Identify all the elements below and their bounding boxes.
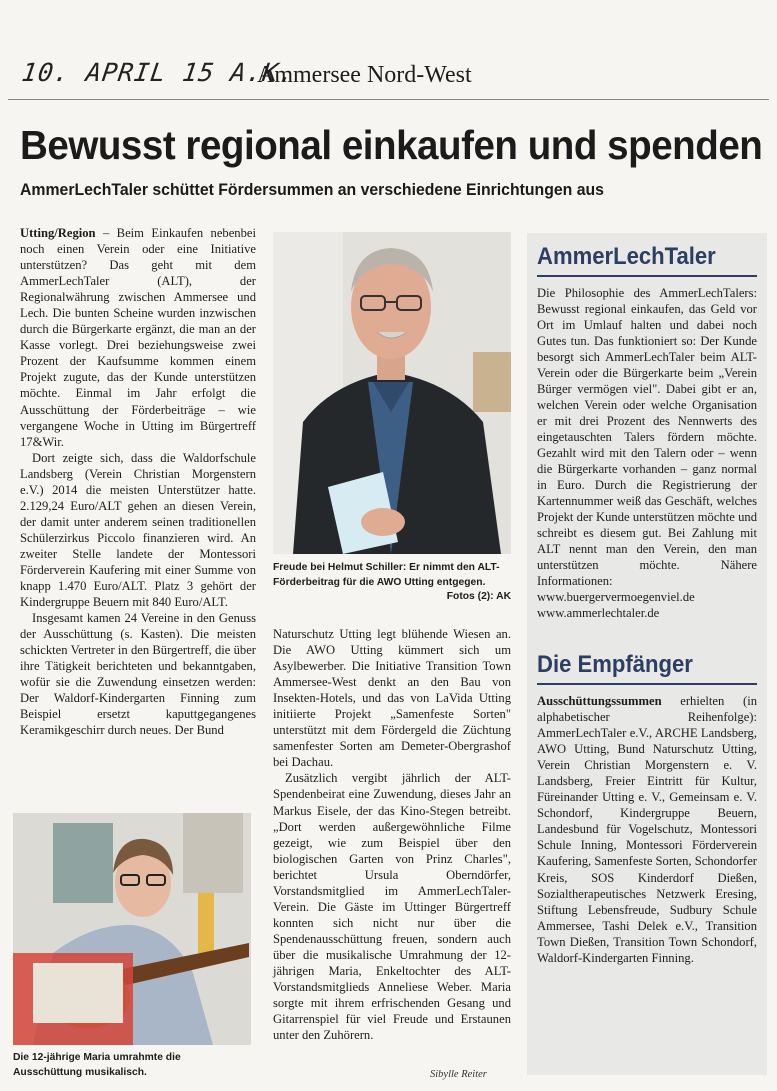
handwritten-date-note: 10. APRIL 15 A.K. bbox=[19, 58, 297, 87]
photo-maria-guitar bbox=[13, 813, 251, 1045]
article-column-1 bbox=[20, 225, 256, 739]
website-link[interactable]: www.buergervermoegenviel.de bbox=[537, 590, 695, 605]
header-divider bbox=[8, 99, 769, 100]
info-box-title: AmmerLechTaler bbox=[537, 243, 716, 270]
photo-caption-1: Freude bei Helmut Schiller: Er nimmt den ALT-Förderbeitrag für die AWO Utting entgegen. Fotos (2): AK bbox=[273, 561, 511, 605]
article-paragraph: Naturschutz Utting legt blühende Wiesen an. Die AWO Utting kümmert sich um Asylbewerber. Die Initiative Transition Town Ammersee-West denkt an den Bau von Insekten-Hotels, und das von LaVida Utting initiierte Projekt „Samenfeste Sorten" unterstützt mit dem Fördergeld die Züchtung samenfester Sorten am Demeter-Obergrashof bei Dachau. bbox=[273, 627, 511, 770]
article-subhead: AmmerLechTaler schüttet Fördersummen an verschiedene Einrichtungen aus bbox=[20, 180, 604, 199]
info-box bbox=[527, 233, 767, 1075]
website-link[interactable]: www.ammerlechtaler.de bbox=[537, 606, 660, 621]
recipients-text: Ausschüttungssummen erhielten (in alphabetischer Reihenfolge): AmmerLechTaler e.V., ARCHE Landsberg, AWO Utting, Bund Naturschutz Utting, Verein Christian Morgenstern e. V. Landsberg, Freier Eintritt für Kultur, Füreinander Utting e. V., Gemeinsam e. V. Schondorf, Kindergruppe Beuern, Landesbund für Vogelschutz, Montessori Schule Inning, Montessori Förderverein Kaufering, Samenfeste Sorten, Schondorfer Kreis, SOS Kinderdorf Dießen, Sozialtherapeutisches Netzwerk Eresing, Stiftung Lebensfreude, Sudbury Schule Ammersee, Tashi Delek e.V., Transition Town Dießen, Transition Town Schondorf, Waldorf-Kindergarten Finning. bbox=[537, 693, 757, 965]
author-signature: Sibylle Reiter bbox=[430, 1069, 487, 1080]
dateline: Utting/Region bbox=[20, 226, 96, 240]
article-paragraph: Zusätzlich vergibt jährlich der ALT-Spendenbeirat eine Zuwendung, dieses Jahr an Markus Eisele, der das Kino-Stegen betreibt. „Dort werden außergewöhnliche Filme gezeigt, wie zum Beispiel über den biologischen Garten von Prinz Charles", berichtet Ursula Oberndörfer, Vorstandsmitglied im AmmerLechTaler-Verein. Die Gäste im Uttinger Bürgertreff konnten sich nicht nur über die Spendenausschüttung freuen, sondern auch über die musikalische Umrahmung der 12-jährigen Maria, Enkeltochter des ALT-Vorstandsmitglieds Anneliese Weber. Maria sorgte mit ihrem erfrischenden Gesang und Gitarrenspiel für viel Freude und Erstaunen unter den Zuhörern. bbox=[273, 771, 511, 1043]
recipients-title: Die Empfänger bbox=[537, 651, 693, 679]
article-paragraph: Insgesamt kamen 24 Vereine in den Genuss der Ausschüttung (s. Kasten). Die meisten schickten Vertreter in den Bürgertreff, die über ihre Tätigkeit berichteten und bekanntgaben, wofür sie die Zuwendung einsetzen werden: Der Waldorf-Kindergarten Finning zum Beispiel ersetzt kaputtgegangenes Keramikgeschirr durch neues. Der Bund bbox=[20, 611, 256, 738]
article-paragraph: Utting/Region – Beim Einkaufen nebenbei noch einen Verein oder eine Initiative unterstützen? Das geht mit dem AmmerLechTaler (ALT), der Regionalwährung zwischen Ammersee und Lech. Die bunten Scheine wurden inzwischen durch die Bürgerkarte ergänzt, die man an der Kasse vorlegt. Drei beziehungsweise zwei Prozent der Kaufsumme kommen einem Projekt zugute, das der Kunde unterstützen möchte. Einmal im Jahr erfolgt die Ausschüttung der Förderbeiträge – wie vergangene Woche in Utting im Bürgertreff 17&Wir. bbox=[20, 226, 256, 449]
article-column-2 bbox=[273, 626, 511, 1043]
portrait-illustration bbox=[273, 232, 511, 554]
info-box-text: Die Philosophie des AmmerLechTalers: Bewusst regional einkaufen, das Geld vor Ort im Umlauf halten und dabei noch Gutes tun. Das funktioniert so: Der Kunde besorgt sich AmmerLechTaler beim ALT-Verein oder die Bürgerkarte beim „Verein Bürger vermögen viel". Dabei gibt er an, welchen Verein oder welche Organisation er mit drei Prozent des Nennwerts des eingetauschten Talers fördern möchte. Gezahlt wird mit den Talern oder – wenn die Bürgerkarte vorhanden – ganz normal in Euro. Durch die Registrierung der Kartennummer weiß das Geschäft, welches Projekt der Kunde unterstützen möchte und schreibt es diesem gut. Bei Zahlung mit ALT nennt man den Verein, den man unterstützen möchte. Nähere Informationen: www.buergervermoegenviel.de www.ammerlechtaler.de bbox=[537, 285, 757, 621]
recipients-divider bbox=[537, 683, 757, 685]
info-box-divider bbox=[537, 275, 757, 277]
article-paragraph: Dort zeigte sich, dass die Waldorfschule Landsberg (Verein Christian Morgenstern e.V.) 2014 die meisten Unterstützer hatte. 2.129,24 Euro/ALT gehen an diesen Verein, der damit unter anderem seinen traditionellen Schülerzirkus Piccolo finanzieren wird. An zweiter Stelle landete der Montessori Förderverein Kaufering mit einer Summe von knapp 1.470 Euro/ALT. Platz 3 gehört der Kindergruppe Beuern mit 840 Euro/ALT. bbox=[20, 450, 256, 610]
photo-helmut-schiller bbox=[273, 232, 511, 554]
photo-caption-2: Die 12-jährige Maria umrahmte die Ausschüttung musikalisch. bbox=[13, 1052, 181, 1078]
guitar-player-illustration bbox=[13, 813, 251, 1045]
article-headline: Bewusst regional einkaufen und spenden bbox=[20, 122, 763, 168]
section-title: Ammersee Nord-West bbox=[257, 62, 472, 88]
photo-credit: Fotos (2): AK bbox=[446, 591, 511, 602]
